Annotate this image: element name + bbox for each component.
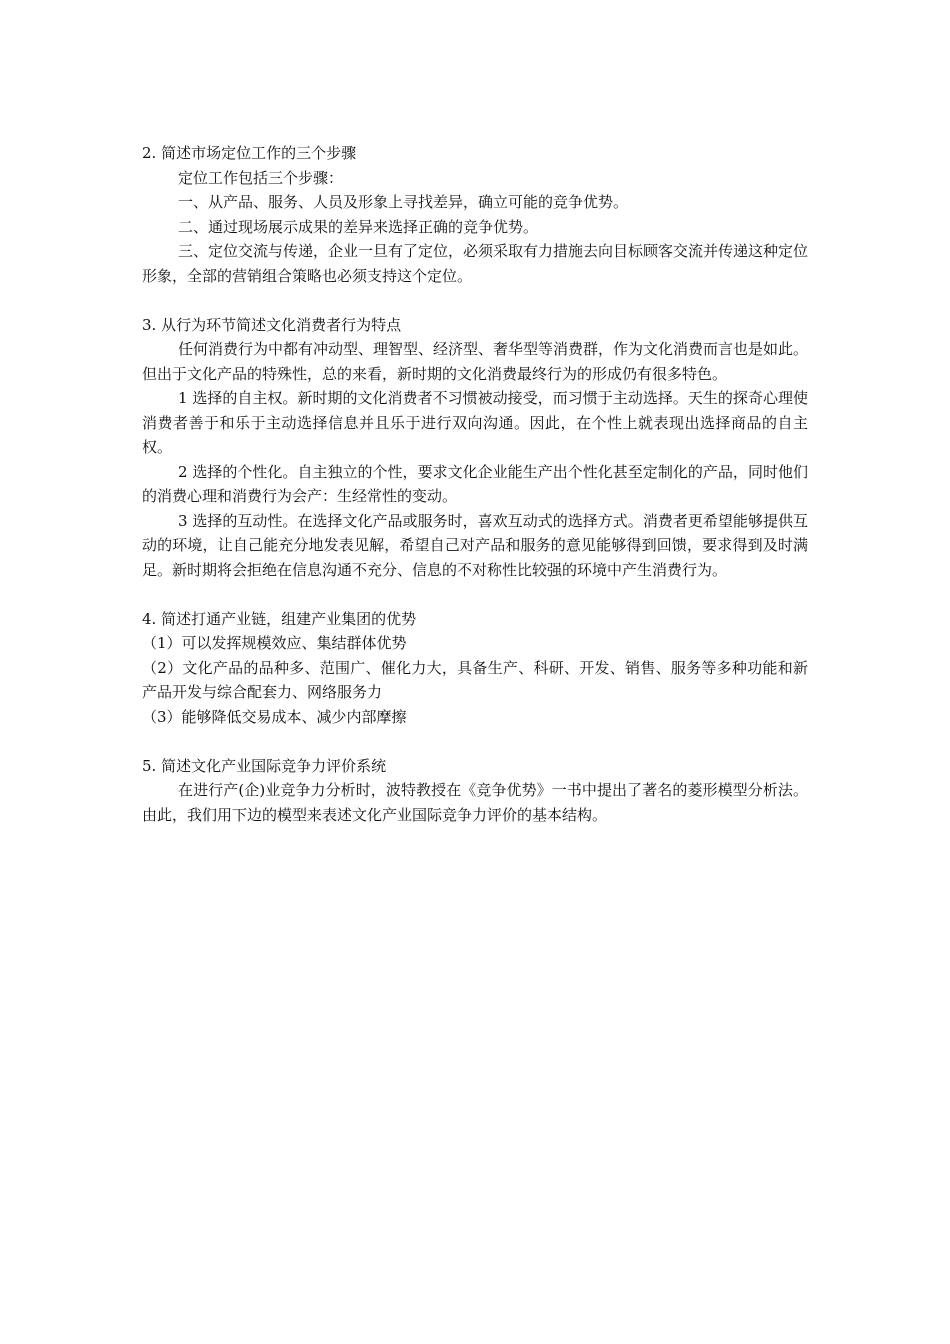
section-5 [142, 754, 808, 828]
document-body [142, 141, 808, 852]
list-item: （1）可以发挥规模效应、集结群体优势 [142, 634, 407, 652]
paragraph: 定位工作包括三个步骤： [178, 168, 344, 187]
paragraph: 任何消费行为中都有冲动型、理智型、经济型、奢华型等消费群，作为文化消费而言也是如此。但出于文化产品的特殊性，总的来看，新时期的文化消费最终行为的形成仍有很多特色。 [142, 340, 809, 383]
list-item: （2）文化产品的品种多、范围广、催化力大，具备生产、科研、开发、销售、服务等多种功能和新产品开发与综合配套力、网络服务力 [142, 658, 808, 701]
section-4 [142, 607, 808, 730]
list-item: （3）能够降低交易成本、减少内部摩擦 [142, 707, 407, 726]
paragraph: 3 选择的互动性。在选择文化产品或服务时，喜欢互动式的选择方式。消费者更希望能够提供互动的环境，让自己能充分地发表见解，希望自己对产品和服务的意见能够得到回馈，要求得到及时满足。新时期将会拒绝在信息沟通不充分、信息的不对称性比较强的环境中产生消费行为。 [142, 511, 808, 579]
paragraph: 一、从产品、服务、人员及形象上寻找差异，确立可能的竞争优势。 [178, 193, 629, 211]
paragraph: 在进行产(企)业竞争力分析时，波特教授在《竞争优势》一书中提出了著名的菱形模型分析法。由此，我们用下边的模型来表述文化产业国际竞争力评价的基本结构。 [142, 781, 808, 824]
paragraph: 2 选择的个性化。自主独立的个性，要求文化企业能生产出个性化甚至定制化的产品，同时他们的消费心理和消费行为会产：生经常性的变动。 [142, 462, 808, 505]
section-heading: 2. 简述市场定位工作的三个步骤 [142, 144, 357, 162]
section-heading: 3. 从行为环节简述文化消费者行为特点 [142, 315, 402, 334]
section-heading: 4. 简述打通产业链，组建产业集团的优势 [142, 609, 417, 628]
paragraph: 三、定位交流与传递，企业一旦有了定位，必须采取有力措施去向目标顾客交流并传递这种定位形象，全部的营销组合策略也必须支持这个定位。 [142, 242, 809, 285]
paragraph: 二、通过现场展示成果的差异来选择正确的竞争优势。 [178, 217, 539, 236]
section-3 [142, 313, 808, 583]
paragraph: 1 选择的自主权。新时期的文化消费者不习惯被动接受，而习惯于主动选择。天生的探奇心理使消费者善于和乐于主动选择信息并且乐于进行双向沟通。因此，在个性上就表现出选择商品的自主权。 [142, 389, 808, 456]
section-heading: 5. 简述文化产业国际竞争力评价系统 [142, 756, 387, 775]
section-2 [142, 141, 808, 288]
